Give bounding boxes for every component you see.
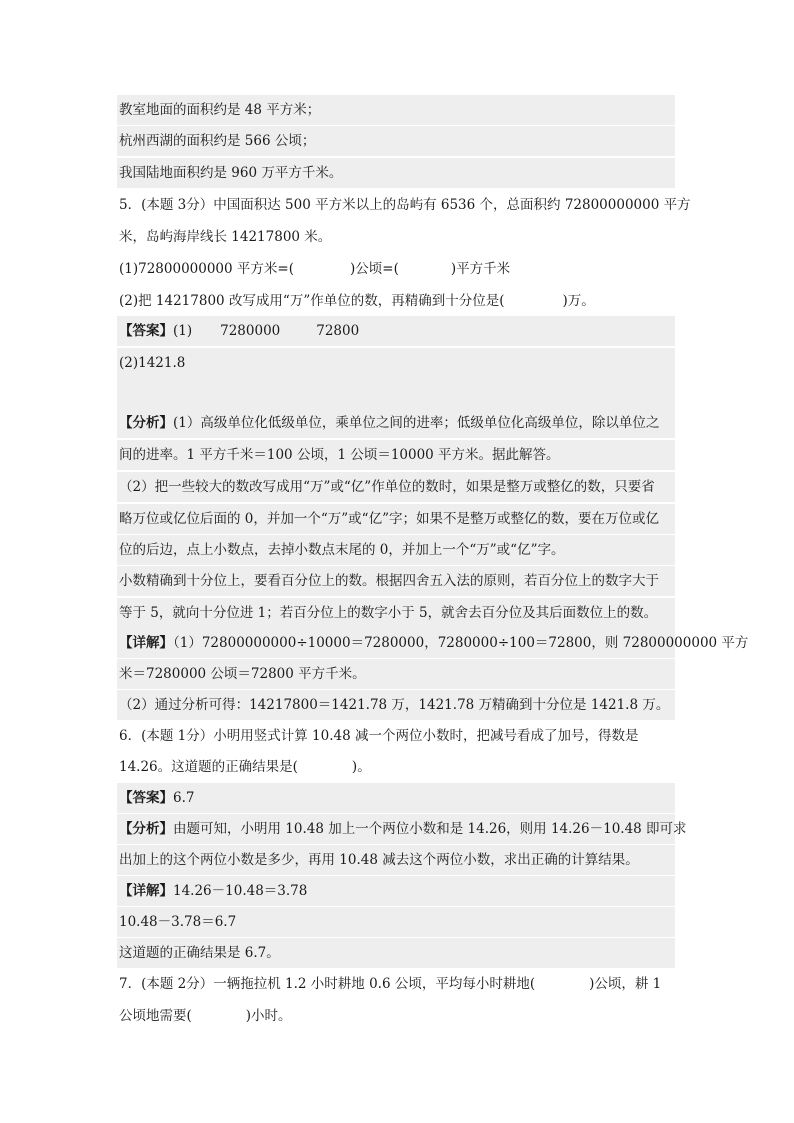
- text: (1）高级单位化低级单位，乘单位之间的进率；低级单位化高级单位，除以单位之: [173, 415, 660, 431]
- text: 我国陆地面积约是 960 万平方千米。: [119, 165, 343, 181]
- answer-line: [117, 316, 675, 346]
- question-6-stem: [117, 721, 675, 751]
- text: 10.48－3.78＝6.7: [119, 914, 237, 930]
- text: 杭州西湖的面积约是 566 公顷；: [119, 133, 316, 149]
- detail-tag: 【详解】: [119, 883, 173, 899]
- analysis-line: [117, 566, 675, 596]
- answer-line: [117, 348, 675, 378]
- text: 间的进率。1 平方千米＝100 公顷，1 公顷＝10000 平方米。据此解答。: [119, 447, 560, 463]
- text: 略万位或亿位后面的 0，并加一个“万”或“亿”字；如果不是整万或整亿的数，要在万位或亿: [119, 511, 659, 527]
- text: 小数精确到十分位上，要看百分位上的数。根据四舍五入法的原则，若百分位上的数字大于: [119, 573, 659, 589]
- question-6-stem: [117, 752, 675, 782]
- text: (1)72800000000 平方米=(: [119, 261, 294, 277]
- analysis-tag: 【分析】: [119, 821, 173, 837]
- detail-line: [117, 628, 749, 658]
- text: 5．(本题 3分）中国面积达 500 平方米以上的岛屿有 6536 个，总面积约 72800000000 平方: [119, 197, 691, 213]
- text: 由题可知，小明用 10.48 加上一个两位小数和是 14.26，则用 14.26－10.48 即可求: [173, 821, 687, 837]
- question-7-stem: [117, 1001, 675, 1031]
- text: )。: [351, 759, 371, 775]
- answer-tag: 【答案】: [119, 323, 173, 339]
- answer-line: [117, 783, 675, 813]
- question-7-stem: [117, 969, 675, 999]
- detail-line: [117, 659, 675, 689]
- question-5-stem: [117, 222, 675, 252]
- detail-line: [117, 907, 675, 937]
- text: 7．(本题 2分）一辆拖拉机 1.2 小时耕地 0.6 公顷，平均每小时耕地(: [119, 976, 536, 992]
- analysis-line: [117, 814, 687, 844]
- question-5-part-2: [117, 286, 675, 316]
- question-5-stem: [117, 190, 691, 220]
- text: 14.26－10.48＝3.78: [173, 883, 308, 899]
- text-line: [117, 126, 675, 156]
- detail-tag: 【详解】: [119, 635, 173, 651]
- analysis-line: [117, 440, 675, 470]
- text: 教室地面的面积约是 48 平方米；: [119, 102, 321, 118]
- text: 米，岛屿海岸线长 14217800 米。: [119, 229, 332, 245]
- blank-line: [117, 378, 675, 408]
- analysis-line: [117, 845, 675, 875]
- analysis-line: [117, 504, 675, 534]
- text: (1): [173, 323, 193, 339]
- detail-line: [117, 938, 675, 968]
- answer-value: 72800: [316, 323, 360, 339]
- text: 出加上的这个两位小数是多少，再用 10.48 减去这个两位小数，求出正确的计算结果。: [119, 852, 639, 868]
- analysis-tag: 【分析】: [119, 415, 173, 431]
- text-line: [117, 95, 675, 125]
- text: )万。: [562, 293, 595, 309]
- answer-value: (2)1421.8: [119, 355, 186, 371]
- text: 公顷地需要(: [119, 1008, 192, 1024]
- text: (2)把 14217800 改写成用“万”作单位的数，再精确到十分位是(: [119, 293, 505, 309]
- detail-line: [117, 876, 675, 906]
- text: 这道题的正确结果是 6.7。: [119, 945, 280, 961]
- text: )公顷=(: [349, 261, 399, 277]
- text: 6．(本题 1分）小明用竖式计算 10.48 减一个两位小数时，把减号看成了加号，得数是: [119, 728, 639, 744]
- answer-tag: 【答案】: [119, 790, 173, 806]
- text-line: [117, 158, 675, 188]
- analysis-line: [117, 408, 675, 438]
- analysis-line: [117, 472, 675, 502]
- text: 米＝7280000 公顷＝72800 平方千米。: [119, 666, 366, 682]
- question-5-part-1: [117, 254, 675, 284]
- detail-line: [117, 690, 675, 720]
- analysis-line: [117, 535, 675, 565]
- analysis-line: [117, 598, 675, 628]
- text: （2）把一些较大的数改写成用“万”或“亿”作单位的数时，如果是整万或整亿的数，只要省: [119, 479, 655, 495]
- answer-value: 7280000: [220, 323, 281, 339]
- answer-value: 6.7: [173, 790, 195, 806]
- text: 位的后边，点上小数点，去掉小数点末尾的 0，并加上一个“万”或“亿”字。: [119, 542, 565, 558]
- text: 等于 5，就向十分位进 1；若百分位上的数字小于 5，就舍去百分位及其后面数位上的数。: [119, 605, 658, 621]
- text: （2）通过分析可得：14217800＝1421.78 万，1421.78 万精确到十分位是 1421.8 万。: [119, 697, 670, 713]
- text: )公顷，耕 1: [589, 976, 662, 992]
- text: 14.26。这道题的正确结果是(: [119, 759, 298, 775]
- text: )小时。: [245, 1008, 292, 1024]
- text: （1）72800000000÷10000＝7280000，7280000÷100＝72800，则 72800000000 平方: [173, 635, 749, 651]
- text: )平方千米: [450, 261, 511, 277]
